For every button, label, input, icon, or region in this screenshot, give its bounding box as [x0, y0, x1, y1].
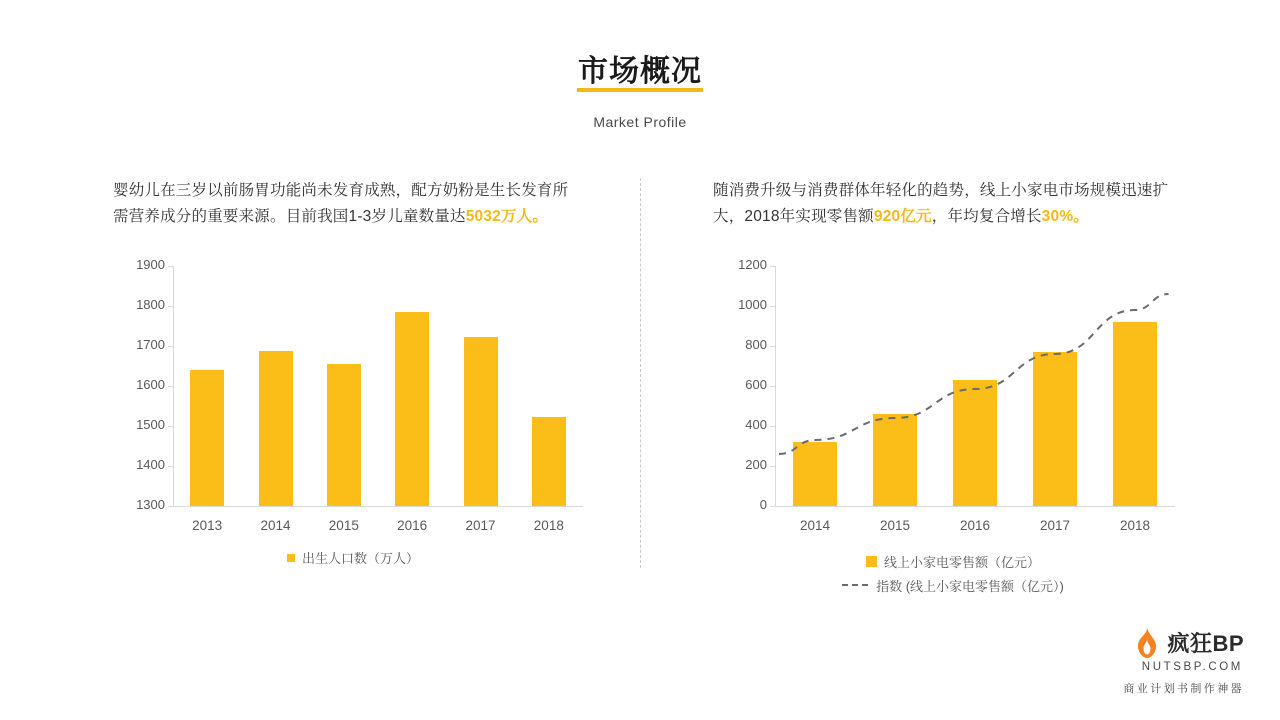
bar	[395, 312, 429, 506]
x-axis-line	[775, 506, 1175, 507]
left-paragraph-highlight: 5032万人。	[465, 208, 549, 225]
x-axis-category-label: 2014	[799, 518, 831, 533]
chart-legend-item	[113, 548, 593, 567]
bar	[873, 414, 917, 506]
x-axis-category-label: 2014	[260, 518, 291, 533]
chart-legend-item	[713, 576, 1193, 595]
legend-label: 线上小家电零售额（亿元）	[883, 555, 1040, 570]
y-axis-tick-label: 800	[745, 337, 767, 352]
y-axis-tick-label: 1600	[136, 377, 165, 392]
left-column	[113, 178, 633, 596]
y-axis-tick-label: 1800	[136, 297, 165, 312]
x-axis-category-label: 2013	[192, 518, 223, 533]
y-axis-tick-label: 1500	[136, 417, 165, 432]
logo-row	[1134, 627, 1244, 658]
x-axis-category-label: 2016	[959, 518, 991, 533]
x-axis-category-label: 2018	[533, 518, 564, 533]
x-axis-category-label: 2017	[1039, 518, 1071, 533]
bar	[327, 364, 361, 506]
right-paragraph	[713, 178, 1173, 230]
y-axis-tick-label: 1700	[136, 337, 165, 352]
logo	[1123, 627, 1244, 696]
x-axis-category-label: 2017	[465, 518, 496, 533]
x-axis-category-label: 2015	[879, 518, 911, 533]
logo-tagline: 商业计划书制作神器	[1123, 683, 1244, 695]
y-axis-tick-label: 1200	[738, 257, 767, 272]
y-axis-tick-label: 0	[759, 497, 767, 512]
left-paragraph	[113, 178, 573, 230]
bar	[1033, 352, 1077, 506]
bar	[1113, 322, 1157, 506]
x-axis-category-label: 2015	[328, 518, 359, 533]
x-axis-line	[173, 506, 583, 507]
chart-legend-item	[713, 552, 1193, 571]
y-axis-line	[173, 266, 174, 506]
bar	[793, 442, 837, 506]
column-divider	[640, 178, 641, 568]
title-underline	[577, 88, 703, 92]
bar	[259, 351, 293, 506]
right-paragraph-highlight-2: 30%。	[1041, 208, 1089, 225]
legend-color-swatch	[866, 556, 877, 567]
y-axis-tick-label: 400	[745, 417, 767, 432]
right-column	[713, 178, 1233, 616]
x-axis-category-label: 2016	[397, 518, 428, 533]
y-axis-tick-label: 200	[745, 457, 767, 472]
right-paragraph-text-1: 随消费升级与消费群体年轻化的趋势，线上小家电市场规模迅速扩大，2018年实现零售额	[713, 182, 1169, 225]
right-paragraph-text-2: ，年均复合增长	[931, 208, 1042, 225]
bar	[532, 417, 566, 506]
legend-dash-marker	[842, 584, 868, 586]
y-axis-tick-label: 1000	[738, 297, 767, 312]
left-paragraph-text: 婴幼儿在三岁以前肠胃功能尚未发育成熟，配方奶粉是生长发育所需营养成分的重要来源。目前我国1-3岁儿童数量达	[113, 182, 569, 225]
logo-url: NUTSBP.COM	[1141, 661, 1243, 673]
flame-icon	[1134, 628, 1160, 658]
page-subtitle: Market Profile	[593, 114, 687, 130]
y-axis-tick-label: 1300	[136, 497, 165, 512]
y-axis-tick-label: 1900	[136, 257, 165, 272]
x-axis-category-label: 2018	[1119, 518, 1151, 533]
legend-label: 指数 (线上小家电零售额（亿元）)	[876, 579, 1064, 594]
online-appliance-bar-chart	[713, 256, 1193, 616]
bar	[953, 380, 997, 506]
bar	[464, 337, 498, 506]
y-axis-line	[775, 266, 776, 506]
logo-name: 疯狂BP	[1167, 631, 1244, 656]
legend-color-swatch	[287, 554, 295, 562]
right-paragraph-highlight-1: 920亿元	[873, 208, 932, 225]
y-axis-tick-label: 600	[745, 377, 767, 392]
births-bar-chart	[113, 256, 593, 596]
bar	[190, 370, 224, 506]
page-title: 市场概况	[578, 55, 702, 88]
y-axis-tick-label: 1400	[136, 457, 165, 472]
legend-label: 出生人口数（万人）	[301, 551, 419, 566]
